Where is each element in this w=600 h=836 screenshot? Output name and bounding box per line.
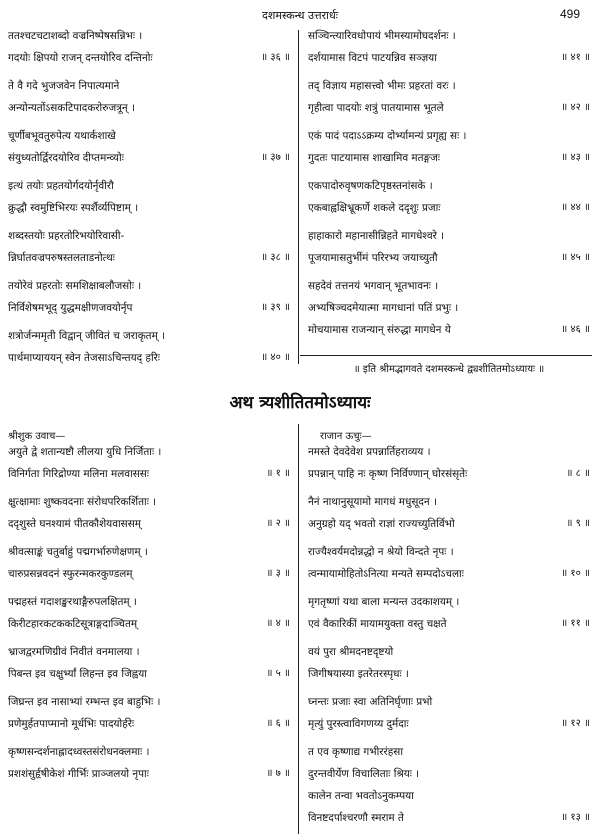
verse-number: ॥ ४५ ॥: [561, 252, 590, 263]
verse-line: [8, 300, 290, 316]
verse-number: ॥ ११ ॥: [561, 618, 590, 629]
left-speaker: श्रीशुक उवाच—: [8, 431, 66, 442]
running-title: दशमस्कन्ध उत्तरार्धः: [262, 9, 338, 22]
verse-text: जिगीषयास्या इतरेतरस्पृधः ।: [308, 668, 409, 680]
verse-text: दर्शयामास विटपं पाटयन्निव सञ्ज्ञया: [308, 52, 437, 64]
verse-line: [8, 544, 290, 560]
verse-text: एकबाह्वक्षिभ्रूकर्णे शकले ददृशुः प्रजाः: [308, 202, 441, 214]
verse-line: [308, 444, 590, 460]
verse-text: कालेन तन्वा भवतोऽनुकम्पया: [308, 790, 414, 802]
verse-text: अन्योन्यतोंऽसकटिपादकरोरुजत्रून् ।: [8, 102, 135, 114]
verse-line: [308, 150, 590, 166]
top-left-column: [8, 28, 290, 364]
verse-line: [8, 100, 290, 116]
verse-text: प्रपन्नान् पाहि नः कृष्ण निर्विण्णान् घोरसंसृतेः: [308, 468, 468, 480]
verse-text: न्निर्घातवज्रपरुषस्तलताडनोत्थः: [8, 252, 115, 264]
verse-text: गुदतः पाटयामास शाखामिव मतङ्गजः: [308, 152, 440, 164]
verse-number: ॥ ४१ ॥: [561, 52, 590, 63]
verse-number: ॥ २ ॥: [266, 518, 290, 529]
verse-text: निर्विशेषमभूद् युद्धमक्षीणजवयोर्नृप: [8, 302, 133, 314]
verse-text: पिबन्त इव चक्षुर्भ्यां लिहन्त इव जिह्वया: [8, 668, 147, 680]
verse-text: संयुध्यतोर्द्विरदयोरिव दीप्तमन्व्योः: [8, 152, 124, 164]
verse-text: शब्दस्तयोः प्रहरतोरिभयोरिवासी-: [8, 230, 125, 242]
verse-line: [8, 666, 290, 682]
verse-text: एकपादोरुवृषणकटिपृष्ठस्तनांसके ।: [308, 180, 433, 192]
verse-text: पद्महस्तं गदाशङ्खरथाङ्गैरुपलक्षितम् ।: [8, 596, 137, 608]
verse-number: ॥ १३ ॥: [561, 812, 590, 823]
verse-number: ॥ ४३ ॥: [561, 152, 590, 163]
verse-text: घ्नन्तः प्रजाः स्वा अतिनिर्घृणाः प्रभो: [308, 696, 433, 708]
verse-line: [308, 300, 590, 316]
verse-text: विनष्टदर्पाश्चरणौ स्मराम ते: [308, 812, 404, 824]
verse-text: शत्रोर्जन्ममृती विद्वान् जीवितं च जराकृतम् ।: [8, 330, 166, 342]
verse-line: [8, 228, 290, 244]
verse-text: इत्थं तयोः प्रहतयोर्गदयोर्नृवीरौ: [8, 180, 114, 192]
verse-number: ॥ १ ॥: [266, 468, 290, 479]
verse-line: [308, 178, 590, 194]
verse-line: [308, 322, 590, 338]
verse-text: पार्थमाप्याययन् स्वेन तेजसाऽचिन्तयद् हरिः: [8, 352, 161, 364]
bottom-left-column: [8, 444, 290, 804]
verse-text: मृगतृष्णां यथा बाला मन्यन्त उदकाशयम् ।: [308, 596, 460, 608]
verse-line: [308, 100, 590, 116]
verse-line: [8, 516, 290, 532]
verse-line: [8, 444, 290, 460]
verse-line: [308, 694, 590, 710]
verse-text: क्षुत्क्षामाः शुष्कवदनाः संरोधपरिकर्शिताः ।: [8, 496, 157, 508]
verse-text: मोचयामास राजन्यान् संरुद्धा मागधेन ये: [308, 324, 451, 336]
verse-number: ॥ ३ ॥: [266, 568, 290, 579]
verse-number: ॥ ४ ॥: [266, 618, 290, 629]
verse-line: [8, 28, 290, 44]
chapter-title: अथ त्र्यशीतितमोऽध्यायः: [229, 393, 371, 413]
verse-text: वयं पुरा श्रीमदनष्टदृष्टयो: [308, 646, 394, 658]
verse-line: [8, 566, 290, 582]
verse-text: चूर्णीबभूवतुरुपेत्य यथार्कशाखे: [8, 130, 116, 142]
verse-number: ॥ ४२ ॥: [561, 102, 590, 113]
verse-line: [8, 494, 290, 510]
verse-line: [8, 766, 290, 782]
verse-text: नैनं नाथानुसूयामो मागधं मधुसूदन ।: [308, 496, 437, 508]
page-header: [0, 6, 600, 24]
verse-line: [308, 544, 590, 560]
verse-line: [308, 566, 590, 582]
verse-number: ॥ ८ ॥: [566, 468, 590, 479]
verse-line: [308, 200, 590, 216]
verse-text: जिघ्रन्त इव नासाभ्यां रम्भन्त इव बाहुभिः ।: [8, 696, 161, 708]
verse-number: ॥ ३९ ॥: [261, 302, 290, 313]
verse-text: सहदेवं तत्तनयं भगवान् भूतभावनः ।: [308, 280, 439, 292]
verse-text: सञ्चिन्त्यारिवधोपायं भीमस्यामोघदर्शनः ।: [308, 30, 456, 42]
verse-line: [8, 50, 290, 66]
verse-text: तद् विज्ञाय महासत्त्वो भीमः प्रहरतां वरः ।: [308, 80, 456, 92]
verse-line: [308, 594, 590, 610]
verse-number: ॥ ७ ॥: [266, 768, 290, 779]
verse-line: [308, 766, 590, 782]
verse-text: प्रणेमुर्हतपाप्मानो मूर्धभिः पादयोर्हरेः: [8, 718, 135, 730]
right-speaker: राजान ऊचुः—: [320, 431, 372, 442]
verse-text: ददृशुस्ते घनश्यामं पीतकौशेयवाससम्: [8, 518, 141, 530]
top-right-column: [308, 28, 590, 348]
verse-line: [308, 50, 590, 66]
verse-line: [8, 466, 290, 482]
verse-line: [308, 788, 590, 804]
verse-number: ॥ ९ ॥: [566, 518, 590, 529]
verse-line: [8, 644, 290, 660]
verse-text: ते वै गदे भुजजवेन निपात्यमाने: [8, 80, 120, 92]
verse-line: [8, 350, 290, 366]
verse-text: तयोरेवं प्रहरतोः समशिक्षाबलौजसोः ।: [8, 280, 142, 292]
verse-text: त एव कृष्णाद्य गभीररंहसा: [308, 746, 404, 758]
top-column-divider: [298, 30, 299, 364]
verse-number: ॥ १० ॥: [561, 568, 590, 579]
verse-line: [8, 128, 290, 144]
verse-text: राज्यैश्वर्यमदोन्नद्धो न श्रेयो विन्दते नृपः ।: [308, 546, 454, 558]
verse-line: [308, 250, 590, 266]
verse-text: चारुप्रसन्नवदनं स्फुरन्मकरकुण्डलम्: [8, 568, 133, 580]
verse-line: [308, 516, 590, 532]
verse-line: [308, 810, 590, 826]
verse-number: ॥ ४६ ॥: [561, 324, 590, 335]
verse-line: [8, 594, 290, 610]
verse-line: [8, 694, 290, 710]
verse-text: त्वन्मायामोहितोऽनित्या मन्यते सम्पदोऽचलाः: [308, 568, 464, 580]
verse-line: [308, 228, 590, 244]
verse-text: गदयोः क्षिपयो राजन् दन्तयोरिव दन्तिनोः: [8, 52, 153, 64]
verse-line: [308, 616, 590, 632]
verse-line: [308, 494, 590, 510]
verse-line: [308, 28, 590, 44]
verse-text: एकं पादं पदाऽऽक्रम्य दोर्भ्यामन्यं प्रगृह्य सः ।: [308, 130, 467, 142]
verse-text: विनिर्गता गिरिद्रोण्या मलिना मलवाससः: [8, 468, 149, 480]
verse-number: ॥ ६ ॥: [266, 718, 290, 729]
verse-line: [308, 666, 590, 682]
verse-line: [8, 178, 290, 194]
verse-text: मृत्युं पुरस्त्वाविगणय्य दुर्मदाः: [308, 718, 409, 730]
verse-text: किरीटहारकटककटिसूत्राङ्गदाञ्चितम्: [8, 618, 138, 630]
verse-text: श्रीवत्साङ्कं चतुर्बाहुं पद्मगर्भारुणेक्षणम् ।: [8, 546, 148, 558]
verse-line: [8, 744, 290, 760]
verse-line: [308, 78, 590, 94]
page-number: 499: [559, 7, 580, 21]
bottom-right-column: [308, 444, 590, 836]
verse-text: एवं वैकारिकीं मायामयुक्ता वस्तु चक्षते: [308, 618, 447, 630]
verse-text: नमस्ते देवदेवेश प्रपन्नार्तिहराव्यय ।: [308, 446, 431, 458]
verse-text: गृहीत्वा पादयोः शत्रुं पातयामास भूतले: [308, 102, 444, 114]
verse-line: [8, 328, 290, 344]
verse-text: ततश्चटचटाशब्दो वज्रनिष्पेषसन्निभः ।: [8, 30, 143, 42]
verse-line: [308, 716, 590, 732]
verse-text: भ्राजद्वरमणिग्रीवं निवीतं वनमालया ।: [8, 646, 140, 658]
verse-text: अयुते द्वे शतान्यष्टौ लीलया युधि निर्जिताः ।: [8, 446, 162, 458]
verse-text: पूजयामासतुर्भीमं परिरभ्य जयाच्युतौ: [308, 252, 438, 264]
verse-line: [8, 278, 290, 294]
verse-number: ॥ ३७ ॥: [261, 152, 290, 163]
verse-line: [308, 466, 590, 482]
verse-text: अभ्यषिञ्चदमेयात्मा मागधानां पतिं प्रभुः ।: [308, 302, 459, 314]
verse-number: ॥ ४० ॥: [261, 352, 290, 363]
verse-number: ॥ ३६ ॥: [261, 52, 290, 63]
verse-line: [8, 716, 290, 732]
verse-text: कृष्णसन्दर्शनाह्लादध्वस्तसंरोधनक्लमाः ।: [8, 746, 150, 758]
verse-line: [8, 250, 290, 266]
verse-number: ॥ ४४ ॥: [561, 202, 590, 213]
verse-number: ॥ ३८ ॥: [261, 252, 290, 263]
verse-number: ॥ १२ ॥: [561, 718, 590, 729]
bottom-column-divider: [298, 424, 299, 834]
verse-line: [308, 128, 590, 144]
verse-line: [308, 278, 590, 294]
colophon-rule: [300, 355, 592, 356]
verse-line: [8, 616, 290, 632]
verse-number: ॥ ५ ॥: [266, 668, 290, 679]
verse-text: प्रशशंसुर्हृषीकेशं गीर्भिः प्राञ्जलयो नृपाः: [8, 768, 149, 780]
verse-line: [308, 644, 590, 660]
verse-text: हाहाकारो महानासीन्निहते मागधेश्वरे ।: [308, 230, 445, 242]
verse-text: दुरन्तवीर्येण विचालिताः श्रियः ।: [308, 768, 420, 780]
verse-line: [8, 150, 290, 166]
chapter-colophon: ॥ इति श्रीमद्भागवते दशमस्कन्धे द्व्यशीतितमोऽध्यायः ॥: [353, 364, 545, 375]
verse-line: [8, 78, 290, 94]
verse-text: अनुग्रहो यद् भवतो राज्ञां राज्यच्युतिर्विभो: [308, 518, 455, 530]
verse-text: क्रुद्धौ स्वमुष्टिभिरयः स्पर्शैर्व्यपिष्टाम् ।: [8, 202, 139, 214]
verse-line: [308, 744, 590, 760]
verse-line: [8, 200, 290, 216]
